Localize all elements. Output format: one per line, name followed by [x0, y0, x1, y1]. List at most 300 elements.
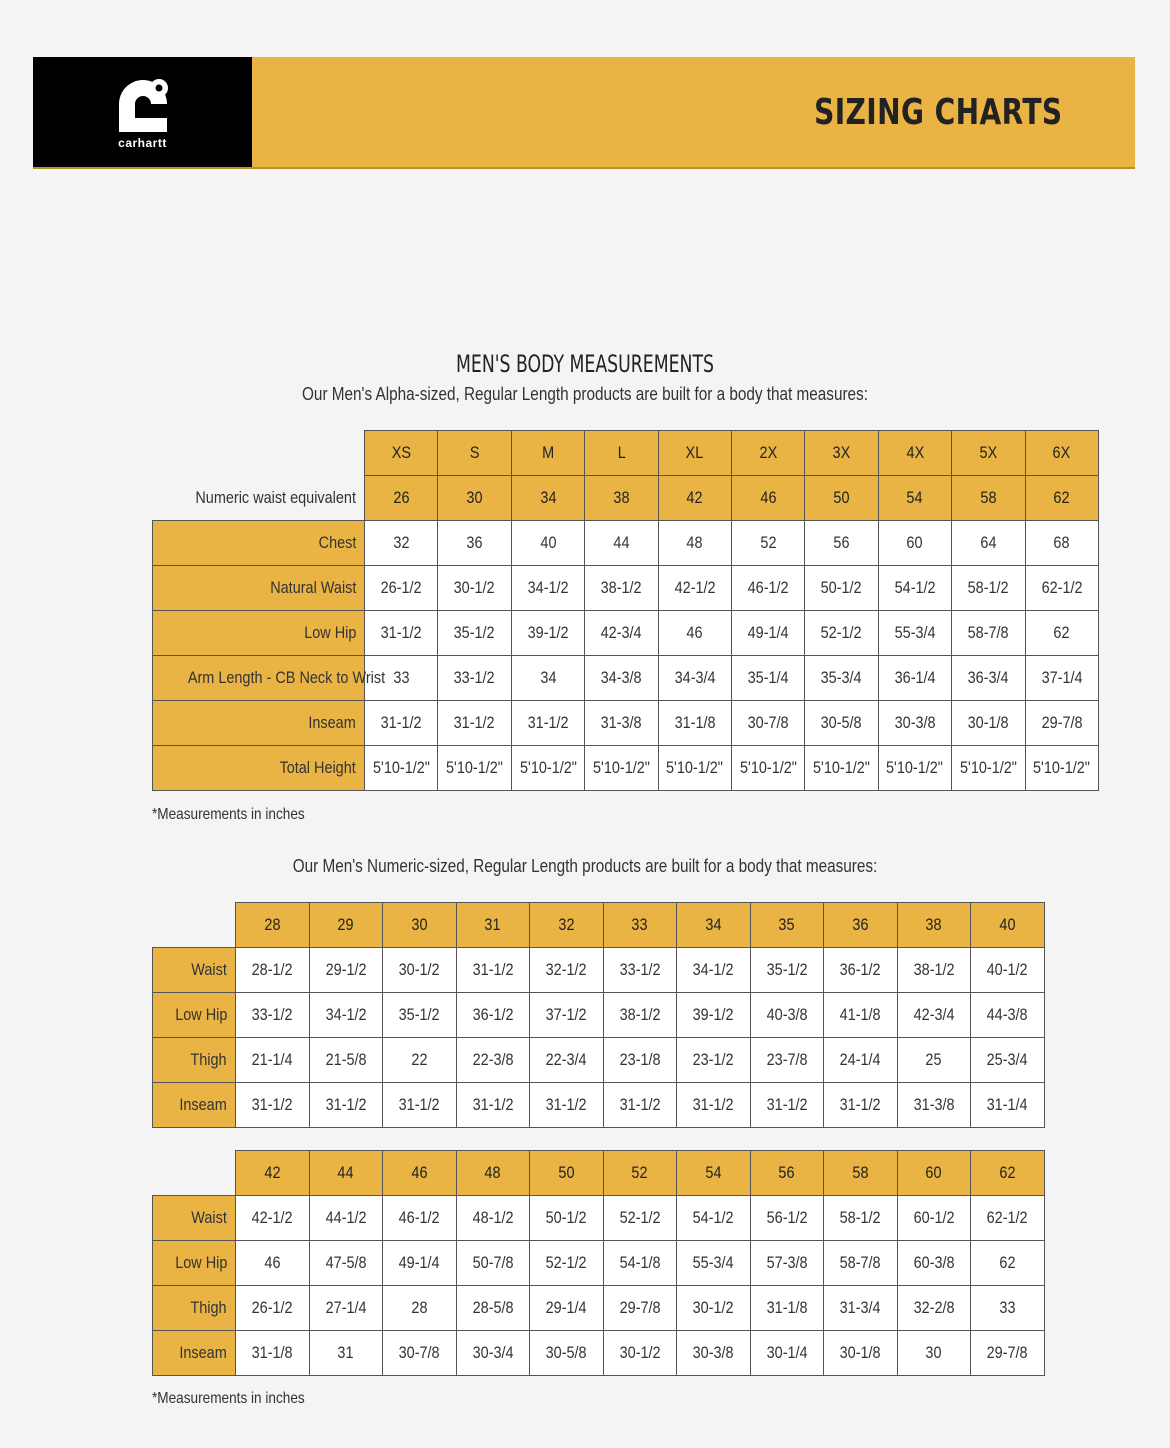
value-cell-text: 31-1/2	[454, 713, 496, 732]
size-header-cell-text: 35	[778, 915, 795, 934]
numeric-equivalent-cell	[365, 476, 438, 521]
value-cell-text: 34-3/8	[600, 668, 642, 687]
numeric-equivalent-cell-text: 46	[760, 488, 777, 507]
value-cell	[236, 1196, 310, 1241]
size-header-cell	[236, 1151, 310, 1196]
value-cell	[456, 1331, 530, 1376]
row-label	[153, 948, 236, 993]
table-row	[153, 566, 1099, 611]
size-header-cell-text: XL	[685, 443, 704, 462]
row-label-text: Low Hip	[174, 1253, 227, 1272]
value-cell	[897, 1083, 971, 1128]
value-cell	[658, 701, 731, 746]
value-cell	[878, 521, 951, 566]
value-cell	[456, 1038, 530, 1083]
size-header-cell	[897, 903, 971, 948]
row-label-text: Thigh	[190, 1298, 227, 1317]
value-cell	[878, 701, 951, 746]
value-cell-text: 57-3/8	[766, 1253, 808, 1272]
size-header-cell	[383, 903, 457, 948]
size-header-cell-text: XS	[391, 443, 411, 462]
value-cell	[603, 948, 677, 993]
table-row	[153, 701, 1099, 746]
value-cell-text: 29-7/8	[1041, 713, 1083, 732]
value-cell	[824, 1331, 898, 1376]
size-header-cell-text: 38	[925, 915, 942, 934]
value-cell	[824, 1196, 898, 1241]
value-cell	[824, 1038, 898, 1083]
numeric-equivalent-label	[153, 476, 365, 521]
value-cell	[658, 656, 731, 701]
value-cell-text: 5'10-1/2"	[739, 758, 797, 777]
size-header-cell-text: 42	[264, 1163, 281, 1182]
value-cell	[824, 1083, 898, 1128]
numeric-equivalent-cell	[1025, 476, 1098, 521]
value-cell	[511, 701, 584, 746]
size-header-cell	[805, 431, 878, 476]
value-cell-text: 28-1/2	[251, 960, 293, 979]
value-cell	[878, 746, 951, 791]
row-label-text: Inseam	[179, 1343, 227, 1362]
value-cell-text: 36	[466, 533, 483, 552]
value-cell	[383, 1331, 457, 1376]
value-cell-text: 30-1/8	[967, 713, 1009, 732]
value-cell-text: 31-1/2	[380, 623, 422, 642]
numeric-equivalent-cell-text: 42	[686, 488, 703, 507]
value-cell	[897, 993, 971, 1038]
value-cell-text: 34-1/2	[692, 960, 734, 979]
size-header-row	[153, 903, 1045, 948]
value-cell	[456, 948, 530, 993]
value-cell-text: 34-1/2	[527, 578, 569, 597]
value-cell	[952, 746, 1025, 791]
value-cell	[603, 1038, 677, 1083]
value-cell-text: 46-1/2	[398, 1208, 440, 1227]
alpha-size-table	[152, 430, 1099, 791]
value-cell-text: 40	[539, 533, 557, 552]
size-header-cell	[750, 903, 824, 948]
size-header-cell-text: 50	[558, 1163, 575, 1182]
value-cell-text: 30-3/8	[894, 713, 936, 732]
value-cell-text: 31-3/8	[913, 1095, 955, 1114]
value-cell-text: 31-1/2	[325, 1095, 367, 1114]
size-header-cell	[971, 1151, 1045, 1196]
value-cell-text: 21-5/8	[325, 1050, 367, 1069]
value-cell-text: 32-2/8	[913, 1298, 955, 1317]
numeric-equivalent-cell	[805, 476, 878, 521]
value-cell-text: 31-1/2	[380, 713, 422, 732]
value-cell	[731, 701, 804, 746]
value-cell-text: 37-1/2	[545, 1005, 587, 1024]
brand-name: carhartt	[118, 136, 167, 150]
header-band	[252, 57, 1135, 167]
size-header-cell	[603, 1151, 677, 1196]
value-cell	[585, 611, 658, 656]
value-cell-text: 5'10-1/2"	[813, 758, 870, 777]
value-cell-text: 31-1/2	[527, 713, 569, 732]
value-cell	[971, 1331, 1045, 1376]
value-cell	[677, 1286, 751, 1331]
value-cell-text: 23-7/8	[766, 1050, 808, 1069]
value-cell-text: 5'10-1/2"	[666, 758, 724, 777]
value-cell	[677, 1241, 751, 1286]
value-cell	[383, 1241, 457, 1286]
value-cell	[511, 746, 584, 791]
row-label	[153, 1196, 236, 1241]
alpha-footnote: *Measurements in inches	[152, 806, 305, 823]
value-cell	[365, 611, 438, 656]
value-cell-text: 31-1/2	[619, 1095, 661, 1114]
value-cell	[438, 656, 511, 701]
value-cell	[383, 948, 457, 993]
value-cell-text: 44	[613, 533, 630, 552]
numeric-equivalent-cell	[952, 476, 1025, 521]
value-cell-text: 22-3/8	[472, 1050, 514, 1069]
value-cell	[309, 1241, 383, 1286]
value-cell	[750, 1038, 824, 1083]
table-row	[153, 1286, 1045, 1331]
value-cell	[309, 993, 383, 1038]
numeric-equivalent-cell-text: 26	[393, 488, 410, 507]
value-cell-text: 48-1/2	[472, 1208, 514, 1227]
value-cell-text: 31	[337, 1343, 354, 1362]
row-label-text: Chest	[318, 533, 356, 552]
numeric-intro: Our Men's Numeric-sized, Regular Length products are built for a body that measures:	[292, 856, 878, 876]
value-cell-text: 50-7/8	[472, 1253, 514, 1272]
value-cell-text: 58-1/2	[967, 578, 1009, 597]
row-label	[153, 521, 365, 566]
value-cell-text: 36-1/2	[839, 960, 881, 979]
size-header-row	[153, 1151, 1045, 1196]
row-label	[153, 1083, 236, 1128]
size-header-cell-text: 48	[484, 1163, 501, 1182]
value-cell-text: 30-3/8	[692, 1343, 734, 1362]
value-cell	[383, 1196, 457, 1241]
row-label	[153, 1286, 236, 1331]
value-cell	[658, 746, 731, 791]
row-label-text: Waist	[191, 1208, 227, 1227]
numeric-equivalent-cell-text: 38	[613, 488, 630, 507]
value-cell-text: 31-1/4	[986, 1095, 1028, 1114]
value-cell	[731, 521, 804, 566]
value-cell	[530, 1083, 604, 1128]
value-cell-text: 39-1/2	[692, 1005, 734, 1024]
page-header	[33, 57, 1135, 169]
size-header-cell-text: 30	[411, 915, 428, 934]
value-cell-text: 29-7/8	[986, 1343, 1028, 1362]
value-cell	[971, 1241, 1045, 1286]
value-cell-text: 33	[999, 1298, 1016, 1317]
value-cell-text: 56	[833, 533, 850, 552]
value-cell	[438, 521, 511, 566]
table-row	[153, 746, 1099, 791]
value-cell-text: 46-1/2	[747, 578, 789, 597]
value-cell	[511, 521, 584, 566]
numeric-equivalent-row	[153, 476, 1099, 521]
value-cell-text: 44-3/8	[986, 1005, 1028, 1024]
value-cell-text: 33-1/2	[251, 1005, 293, 1024]
carhartt-c-icon	[111, 74, 175, 132]
numeric-equivalent-cell	[878, 476, 951, 521]
size-header-cell	[236, 903, 310, 948]
blank-cell	[153, 1151, 236, 1196]
size-header-cell-text: 34	[705, 915, 722, 934]
value-cell	[897, 1038, 971, 1083]
value-cell-text: 31-1/2	[766, 1095, 808, 1114]
value-cell-text: 24-1/4	[839, 1050, 881, 1069]
size-header-cell-text: M	[541, 443, 554, 462]
value-cell-text: 29-7/8	[619, 1298, 661, 1317]
blank-cell	[153, 903, 236, 948]
numeric-equivalent-cell-text: 62	[1053, 488, 1070, 507]
value-cell-text: 35-1/2	[454, 623, 496, 642]
numeric-equivalent-cell	[438, 476, 511, 521]
size-header-cell-text: 44	[337, 1163, 354, 1182]
value-cell-text: 30-7/8	[747, 713, 789, 732]
value-cell	[309, 948, 383, 993]
value-cell-text: 5'10-1/2"	[1033, 758, 1091, 777]
value-cell-text: 37-1/4	[1041, 668, 1083, 687]
value-cell	[530, 1331, 604, 1376]
numeric-equivalent-label-text: Numeric waist equivalent	[195, 487, 356, 507]
value-cell	[456, 1196, 530, 1241]
value-cell-text: 60	[906, 533, 923, 552]
value-cell-text: 32-1/2	[545, 960, 587, 979]
value-cell	[365, 701, 438, 746]
value-cell-text: 55-3/4	[894, 623, 936, 642]
size-header-cell	[530, 903, 604, 948]
value-cell	[677, 1196, 751, 1241]
table-row	[153, 948, 1045, 993]
value-cell-text: 30-1/2	[692, 1298, 734, 1317]
value-cell-text: 35-1/2	[398, 1005, 440, 1024]
numeric-equivalent-cell-text: 30	[466, 488, 483, 507]
row-label-text: Waist	[191, 960, 227, 979]
value-cell-text: 30-3/4	[472, 1343, 514, 1362]
value-cell	[750, 1331, 824, 1376]
value-cell-text: 49-1/4	[398, 1253, 440, 1272]
value-cell-text: 54-1/2	[692, 1208, 734, 1227]
value-cell	[530, 1196, 604, 1241]
value-cell-text: 31-1/2	[251, 1095, 293, 1114]
value-cell	[438, 611, 511, 656]
row-label-text: Natural Waist	[269, 578, 356, 597]
value-cell-text: 62	[999, 1253, 1016, 1272]
value-cell-text: 60-3/8	[913, 1253, 955, 1272]
value-cell-text: 29-1/2	[325, 960, 367, 979]
value-cell	[878, 656, 951, 701]
value-cell	[236, 1038, 310, 1083]
size-header-cell	[952, 431, 1025, 476]
table-row	[153, 521, 1099, 566]
value-cell	[309, 1196, 383, 1241]
value-cell-text: 46	[686, 623, 703, 642]
size-header-cell	[456, 1151, 530, 1196]
value-cell-text: 34-3/4	[674, 668, 716, 687]
value-cell	[805, 521, 878, 566]
value-cell-text: 31-3/4	[839, 1298, 881, 1317]
value-cell-text: 30-5/8	[821, 713, 863, 732]
size-header-cell-text: 46	[411, 1163, 428, 1182]
blank-cell	[153, 431, 365, 476]
numeric-equivalent-cell-text: 34	[539, 488, 557, 507]
row-label	[153, 566, 365, 611]
row-label-text: Inseam	[308, 713, 356, 732]
size-header-cell-text: 3X	[832, 443, 851, 462]
value-cell	[383, 1286, 457, 1331]
value-cell	[530, 948, 604, 993]
value-cell-text: 42-1/2	[251, 1208, 293, 1227]
value-cell-text: 30-1/2	[454, 578, 496, 597]
alpha-intro: Our Men's Alpha-sized, Regular Length products are built for a body that measures:	[302, 384, 868, 404]
value-cell	[1025, 701, 1098, 746]
value-cell	[878, 566, 951, 611]
value-cell-text: 62-1/2	[986, 1208, 1028, 1227]
value-cell-text: 30-1/4	[766, 1343, 808, 1362]
section-title: MEN'S BODY MEASUREMENTS	[455, 350, 714, 378]
value-cell	[952, 521, 1025, 566]
value-cell-text: 58-1/2	[839, 1208, 881, 1227]
value-cell-text: 33-1/2	[454, 668, 496, 687]
value-cell	[971, 1083, 1045, 1128]
size-header-cell	[658, 431, 731, 476]
value-cell	[438, 566, 511, 611]
value-cell-text: 49-1/4	[747, 623, 789, 642]
value-cell	[1025, 656, 1098, 701]
value-cell	[677, 948, 751, 993]
size-header-cell-text: 32	[558, 915, 575, 934]
size-header-cell	[438, 431, 511, 476]
value-cell-text: 38-1/2	[619, 1005, 661, 1024]
value-cell-text: 60-1/2	[913, 1208, 955, 1227]
value-cell	[438, 701, 511, 746]
value-cell	[952, 701, 1025, 746]
numeric-size-table-1	[152, 902, 1045, 1128]
value-cell-text: 25-3/4	[986, 1050, 1028, 1069]
row-label	[153, 993, 236, 1038]
value-cell-text: 35-3/4	[821, 668, 863, 687]
value-cell	[585, 701, 658, 746]
value-cell-text: 31-1/8	[251, 1343, 293, 1362]
value-cell	[236, 1241, 310, 1286]
value-cell-text: 56-1/2	[766, 1208, 808, 1227]
value-cell	[731, 746, 804, 791]
value-cell	[677, 993, 751, 1038]
value-cell	[731, 566, 804, 611]
value-cell-text: 30	[925, 1343, 942, 1362]
value-cell	[511, 566, 584, 611]
value-cell	[805, 701, 878, 746]
value-cell	[897, 1331, 971, 1376]
numeric-equivalent-cell	[511, 476, 584, 521]
size-header-cell-text: 62	[999, 1163, 1016, 1182]
size-header-cell-text: 5X	[979, 443, 998, 462]
numeric-equivalent-cell	[731, 476, 804, 521]
value-cell	[805, 656, 878, 701]
size-header-cell	[878, 431, 951, 476]
value-cell-text: 35-1/2	[766, 960, 808, 979]
value-cell-text: 39-1/2	[527, 623, 569, 642]
value-cell-text: 32	[393, 533, 410, 552]
value-cell-text: 58-7/8	[839, 1253, 881, 1272]
value-cell	[603, 1083, 677, 1128]
value-cell	[750, 1083, 824, 1128]
value-cell-text: 23-1/2	[692, 1050, 734, 1069]
value-cell	[585, 656, 658, 701]
value-cell	[603, 1196, 677, 1241]
table-row	[153, 611, 1099, 656]
table-row	[153, 993, 1045, 1038]
size-header-cell	[897, 1151, 971, 1196]
value-cell-text: 44-1/2	[325, 1208, 367, 1227]
value-cell	[971, 1286, 1045, 1331]
size-header-cell-text: S	[469, 443, 480, 462]
value-cell-text: 26-1/2	[380, 578, 422, 597]
value-cell	[824, 1241, 898, 1286]
value-cell-text: 62	[1053, 623, 1070, 642]
value-cell-text: 52	[760, 533, 777, 552]
row-label-text: Inseam	[179, 1095, 227, 1114]
value-cell	[383, 1038, 457, 1083]
numeric-equivalent-cell	[585, 476, 658, 521]
size-header-cell-text: 52	[631, 1163, 648, 1182]
value-cell	[236, 1331, 310, 1376]
value-cell	[383, 1083, 457, 1128]
value-cell	[897, 1286, 971, 1331]
size-header-cell	[383, 1151, 457, 1196]
value-cell-text: 36-3/4	[967, 668, 1009, 687]
page-title: SIZING CHARTS	[814, 91, 1063, 133]
size-header-cell-text: 6X	[1052, 443, 1071, 462]
value-cell-text: 41-1/8	[839, 1005, 881, 1024]
size-header-cell-text: 54	[705, 1163, 722, 1182]
value-cell	[1025, 611, 1098, 656]
numeric-equivalent-cell-text: 58	[980, 488, 997, 507]
value-cell-text: 48	[686, 533, 703, 552]
value-cell-text: 5'10-1/2"	[446, 758, 504, 777]
row-label	[153, 1331, 236, 1376]
value-cell	[456, 1241, 530, 1286]
value-cell-text: 35-1/4	[747, 668, 789, 687]
value-cell-text: 31-1/2	[398, 1095, 440, 1114]
numeric-size-table-2	[152, 1150, 1045, 1376]
numeric-footnote: *Measurements in inches	[152, 1390, 305, 1407]
row-label	[153, 701, 365, 746]
size-header-cell-text: 60	[925, 1163, 942, 1182]
value-cell-text: 52-1/2	[545, 1253, 587, 1272]
size-header-cell-text: 31	[484, 915, 501, 934]
value-cell	[750, 1286, 824, 1331]
value-cell-text: 33-1/2	[619, 960, 661, 979]
value-cell	[365, 521, 438, 566]
size-header-cell	[824, 903, 898, 948]
value-cell	[1025, 566, 1098, 611]
value-cell	[236, 993, 310, 1038]
value-cell	[824, 1286, 898, 1331]
value-cell-text: 40-3/8	[766, 1005, 808, 1024]
value-cell	[603, 1241, 677, 1286]
value-cell-text: 28	[411, 1298, 428, 1317]
value-cell-text: 34	[539, 668, 557, 687]
value-cell	[878, 611, 951, 656]
value-cell-text: 54-1/2	[894, 578, 936, 597]
value-cell-text: 30-1/2	[398, 960, 440, 979]
value-cell	[530, 993, 604, 1038]
value-cell	[897, 1241, 971, 1286]
value-cell	[236, 948, 310, 993]
value-cell	[456, 1286, 530, 1331]
size-header-cell	[971, 903, 1045, 948]
